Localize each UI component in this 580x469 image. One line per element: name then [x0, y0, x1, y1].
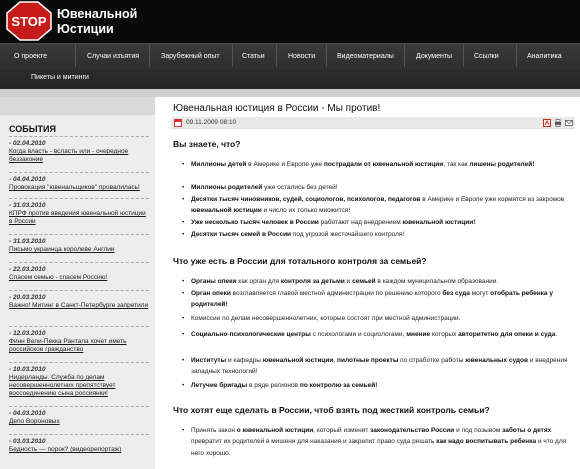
pdf-icon[interactable]	[543, 119, 551, 127]
list-item: • Уже несколько тысяч человек в России работают над внедрением ювенальной юстиции!	[191, 217, 571, 228]
email-icon[interactable]	[565, 119, 573, 127]
emphasis-text: Орган опеки	[191, 290, 231, 297]
sidebar-divider	[9, 326, 149, 327]
event-item	[9, 366, 149, 398]
emphasis-text: ювенальной юстиции	[262, 357, 334, 364]
nav-separator	[516, 44, 517, 67]
event-date: - 04.04.2010	[9, 176, 46, 183]
list-item: • Летучие бригады в ряде регионов по контролю за семьей!	[191, 380, 571, 391]
sidebar-divider	[9, 172, 149, 173]
event-link[interactable]: Когда власть - всласть или - очередное беззаконие	[9, 148, 129, 163]
nav-item-about[interactable]: О проекте	[14, 53, 48, 60]
emphasis-text: Уже несколько тысяч человек в России	[191, 219, 319, 226]
emphasis-text: Органы опеки	[191, 278, 237, 285]
event-date: - 02.04.2010	[9, 140, 46, 147]
event-link[interactable]: Финн Вели-Пекка Рантала хочет иметь российское гражданство	[9, 338, 127, 353]
event-date: - 20.03.2010	[9, 294, 46, 301]
nav-separator	[75, 44, 76, 67]
event-date: - 10.03.2010	[9, 366, 46, 373]
article-date: 09.11.2009 08:10	[186, 119, 237, 126]
emphasis-text: ювенальной юстиции!	[402, 219, 476, 226]
emphasis-text: авторитетно для опеки и суда	[458, 331, 556, 338]
emphasis-text: по контролю за семьей!	[299, 382, 378, 389]
emphasis-text: Миллионы родителей	[191, 184, 263, 191]
section-heading: Вы знаете, что?	[173, 139, 241, 149]
main-nav	[0, 43, 580, 89]
event-date: - 22.03.2010	[9, 266, 46, 273]
event-link[interactable]: Важно! Митинг в Санкт-Петербурге запретили	[9, 302, 149, 309]
sidebar-divider	[9, 198, 149, 199]
emphasis-text: Миллионы детей	[191, 161, 247, 168]
list-item: • Принять закон о ювенальной юстиции, который изменит законодательство России и под позывом заботы о детях превратит их родителей в мишени для наказания и закрепит право суда решать как надо воспитывать ребенка и что для него хорошо.	[191, 425, 571, 459]
list-item: • Орган опеки возглавляется главой местной администрации по решению которого без суда могут отобрать ребенка у родителей!	[191, 288, 571, 311]
event-item	[9, 266, 149, 282]
emphasis-text: ювенальных судов	[465, 357, 529, 364]
nav-separator	[463, 44, 464, 67]
article-meta-bar	[171, 117, 575, 129]
sidebar-divider	[9, 234, 149, 235]
event-date: - 03.03.2010	[9, 438, 46, 445]
emphasis-text: ювенальной юстиции	[191, 207, 262, 215]
sidebar-divider	[9, 434, 149, 435]
emphasis-text: пилотные проекты	[337, 357, 399, 364]
list-item: • Социально-психологические центры с психологами и социологами, мнение которых авторитетно для опеки и суда.	[191, 329, 571, 340]
emphasis-text: отобрать ребенка у родителей!	[191, 290, 553, 309]
sidebar	[0, 97, 155, 469]
sidebar-top-bar	[0, 97, 155, 115]
event-item	[9, 330, 149, 354]
sidebar-divider	[9, 136, 149, 137]
event-item	[9, 410, 149, 426]
section-heading: Что хотят еще сделать в России, чтоб взять под жесткий контроль семьи?	[173, 405, 490, 415]
site-title[interactable]	[57, 7, 137, 37]
emphasis-text: Десятки тысяч семей в России	[191, 231, 292, 238]
emphasis-text: семьей	[352, 278, 376, 285]
emphasis-text: о ювенальной юстиции	[236, 427, 314, 434]
list-item: • Комиссии по делам несовершеннолетних, которые состоят при местной администрации.	[191, 313, 571, 324]
list-item: • Миллионы родителей уже остались без детей!	[191, 182, 571, 193]
nav-row-divider	[0, 67, 580, 68]
emphasis-text: без суда	[442, 290, 470, 297]
emphasis-text: пострадали от ювенальной юстиции	[323, 161, 444, 168]
event-item	[9, 238, 149, 254]
nav-item-video[interactable]: Видеоматериалы	[337, 53, 394, 60]
emphasis-text: контроля за детьми	[280, 278, 345, 285]
nav-separator	[232, 44, 233, 67]
nav-item-articles[interactable]: Статьи	[242, 53, 265, 60]
event-date: - 04.03.2010	[9, 410, 46, 417]
site-title-line2: Юстиции	[57, 22, 114, 36]
nav-item-links[interactable]: Ссылки	[474, 53, 499, 60]
sidebar-title: СОБЫТИЯ	[9, 124, 56, 134]
event-link[interactable]: КПРФ против введения ювенальной юстиции в России	[9, 210, 146, 225]
logo-text: STOP	[11, 14, 47, 29]
emphasis-text: лишены родителей!	[469, 161, 535, 168]
emphasis-text: Социально-психологические центры	[191, 331, 311, 338]
event-date: - 31.03.2010	[9, 238, 46, 245]
list-item: • Десятки тысяч чиновников, судей, социологов, психологов, педагогов в Америке и Европе уже кормятся из закромов ювенальной юстиции и число их только множится!	[191, 194, 571, 217]
list-item: • Институты и кафедры ювенальной юстиции, пилотные проекты по отработке работы ювенальных судов и внедрения западных технологий!	[191, 355, 571, 378]
nav-bottom-band	[0, 89, 580, 97]
nav-item-pickets[interactable]: Пикеты и митинги	[31, 74, 89, 81]
emphasis-text: Институты	[191, 357, 227, 364]
emphasis-text: Летучие бригады	[191, 382, 248, 389]
nav-separator	[326, 44, 327, 67]
nav-item-news[interactable]: Новости	[288, 53, 316, 60]
event-item	[9, 140, 149, 164]
sidebar-divider	[9, 290, 149, 291]
site-title-line1: Ювенальной	[57, 7, 138, 21]
event-item	[9, 294, 149, 310]
nav-item-cases[interactable]: Случаи изъятия	[87, 53, 140, 60]
list-item: • Десятки тысяч семей в России под угрозой жесточайшего контроля!	[191, 229, 571, 240]
emphasis-text: мнение	[406, 331, 431, 338]
event-item	[9, 176, 149, 192]
sidebar-divider	[9, 362, 149, 363]
sidebar-divider	[9, 262, 149, 263]
emphasis-text: заботы о детях	[502, 427, 552, 434]
event-date: - 12.03.2010	[9, 330, 46, 337]
article-title: Ювенальная юстиция в России - Мы против!	[173, 103, 381, 114]
nav-item-analytics[interactable]: Аналитика	[527, 53, 562, 60]
event-link[interactable]: Письмо украинца королеве Англии	[9, 246, 115, 253]
site-header	[0, 0, 580, 43]
nav-separator	[276, 44, 277, 67]
section-heading: Что уже есть в России для тотального контроля за семьей?	[173, 256, 427, 266]
nav-item-foreign[interactable]: Зарубежный опыт	[161, 53, 220, 60]
sidebar-divider	[9, 406, 149, 407]
article-content	[163, 97, 580, 469]
event-link[interactable]: Депо Вороновых	[9, 418, 60, 425]
list-item: • Органы опеки как орган для контроля за детьми и семьей в каждом муниципальном образовании.	[191, 276, 571, 287]
event-link[interactable]: Нидерланды. Служба по делам несовершеннолетних препятствует воссоединению сына россиянки!	[9, 374, 116, 397]
nav-separator	[404, 44, 405, 67]
list-item: • Миллионы детей в Америке и Европе уже пострадали от ювенальной юстиции, так как лишены родителей!	[191, 159, 571, 170]
event-date: - 31.03.2010	[9, 202, 46, 209]
event-item	[9, 202, 149, 226]
print-icon[interactable]	[554, 119, 562, 127]
stop-sign-logo[interactable]	[6, 1, 52, 41]
calendar-icon	[174, 119, 182, 127]
emphasis-text: как надо воспитывать ребенка	[436, 438, 537, 446]
emphasis-text: законодательство России	[370, 427, 455, 434]
event-link[interactable]: Провокация "ювенальщиков" провалилась!	[9, 184, 140, 191]
event-link[interactable]: Спасем семью - спасем Россию!	[9, 274, 108, 281]
nav-item-documents[interactable]: Документы	[416, 53, 453, 60]
event-link[interactable]: Бедность — порок? (видеорепортаж)	[9, 446, 122, 453]
nav-separator	[149, 44, 150, 67]
event-item	[9, 438, 149, 454]
emphasis-text: Десятки тысяч чиновников, судей, социологов, психологов, педагогов	[191, 196, 421, 203]
